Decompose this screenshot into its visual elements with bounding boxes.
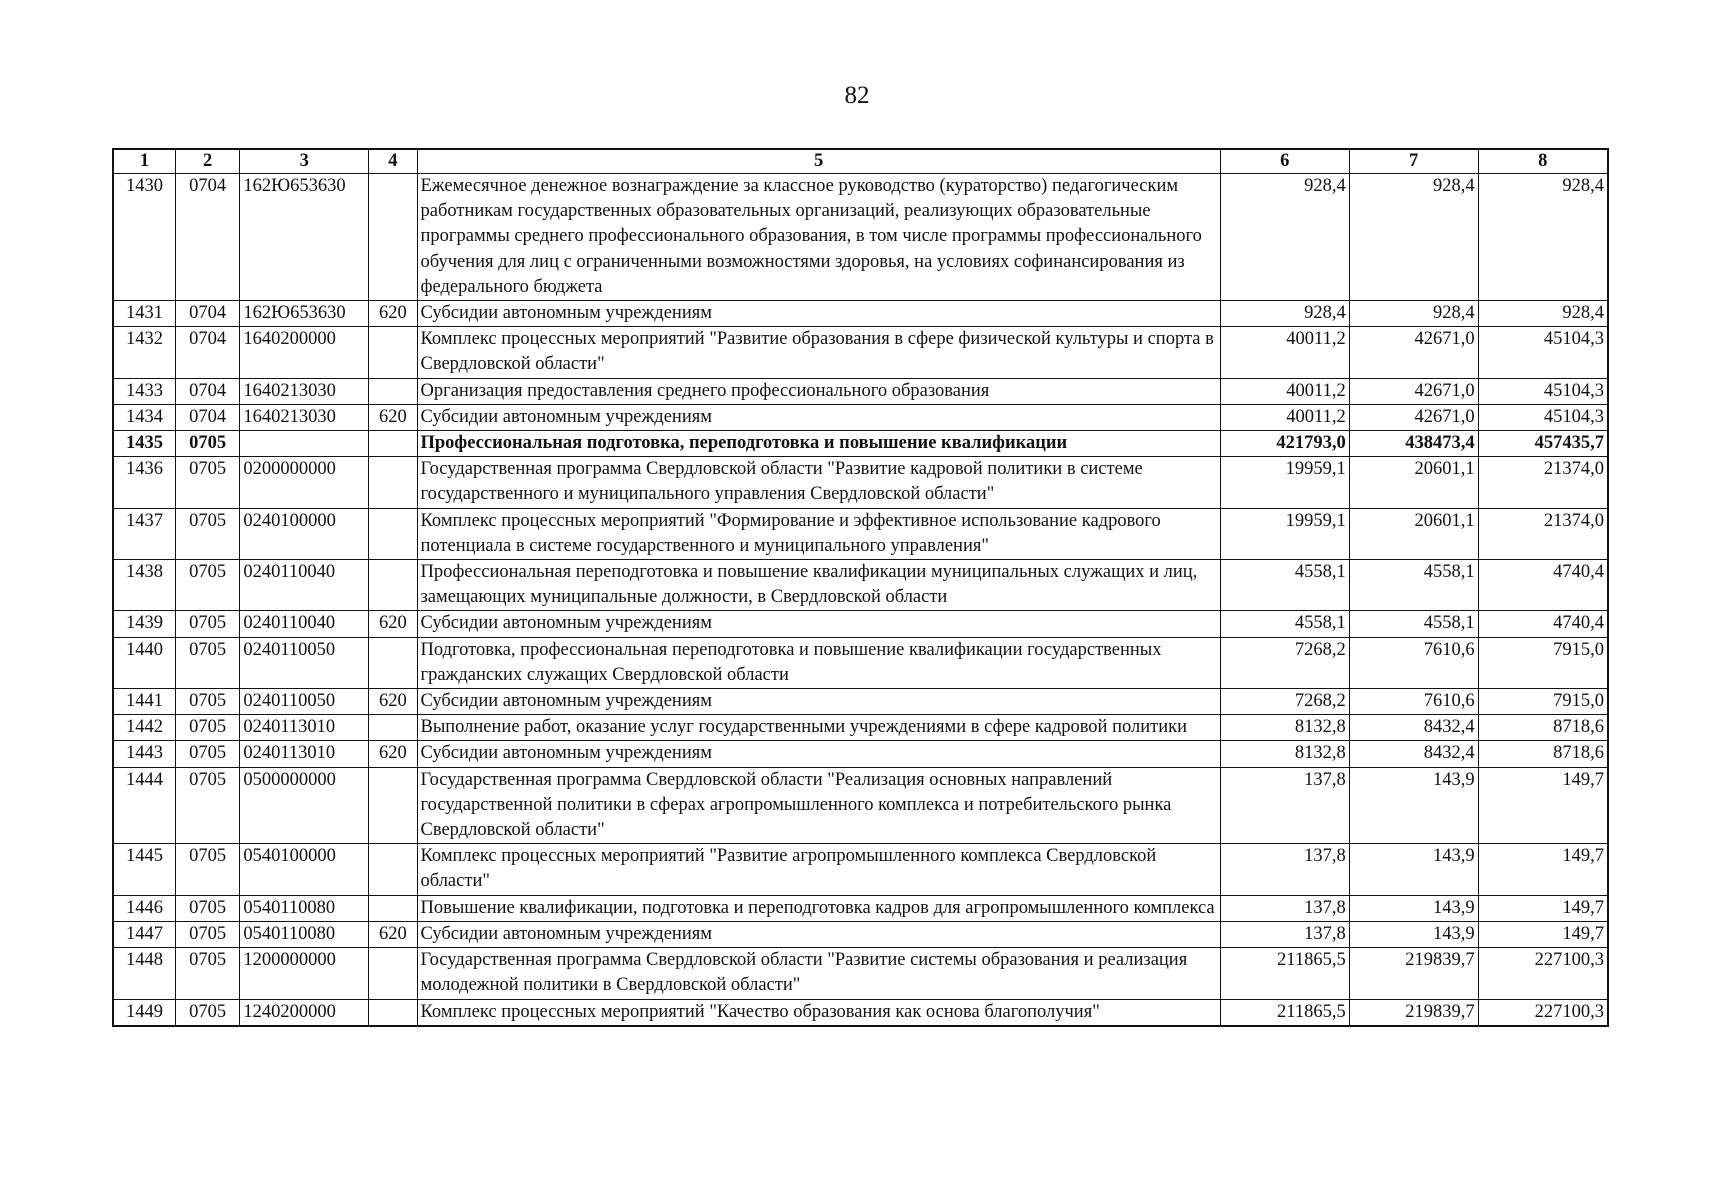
- expense-type-cell: [369, 508, 417, 559]
- section-code-cell: 0705: [175, 689, 239, 715]
- target-article-cell: 0240110040: [240, 560, 369, 611]
- section-code-cell: 0704: [175, 174, 239, 301]
- header-col-1: 1: [113, 149, 175, 174]
- amount-year2-cell: 143,9: [1349, 895, 1478, 921]
- expense-type-cell: [369, 327, 417, 378]
- section-code-cell: 0705: [175, 715, 239, 741]
- description-cell: Профессиональная подготовка, переподготовка и повышение квалификации: [417, 431, 1220, 457]
- amount-year2-cell: 143,9: [1349, 767, 1478, 844]
- description-cell: Субсидии автономным учреждениям: [417, 689, 1220, 715]
- section-code-cell: 0704: [175, 327, 239, 378]
- row-number-cell: 1447: [113, 921, 175, 947]
- target-article-cell: 0240110050: [240, 637, 369, 688]
- header-col-5: 5: [417, 149, 1220, 174]
- row-number-cell: 1437: [113, 508, 175, 559]
- amount-year3-cell: 227100,3: [1478, 948, 1608, 999]
- amount-year1-cell: 4558,1: [1220, 611, 1349, 637]
- amount-year1-cell: 928,4: [1220, 174, 1349, 301]
- target-article-cell: 0540100000: [240, 844, 369, 895]
- description-cell: Организация предоставления среднего профессионального образования: [417, 378, 1220, 404]
- header-row: [113, 149, 1608, 174]
- expense-type-cell: [369, 948, 417, 999]
- amount-year2-cell: 928,4: [1349, 301, 1478, 327]
- section-code-cell: 0705: [175, 921, 239, 947]
- amount-year3-cell: 45104,3: [1478, 404, 1608, 430]
- table-row: [113, 895, 1608, 921]
- expense-type-cell: [369, 999, 417, 1026]
- row-number-cell: 1433: [113, 378, 175, 404]
- amount-year3-cell: 928,4: [1478, 301, 1608, 327]
- row-number-cell: 1442: [113, 715, 175, 741]
- amount-year1-cell: 8132,8: [1220, 715, 1349, 741]
- table-row: [113, 999, 1608, 1026]
- amount-year1-cell: 7268,2: [1220, 689, 1349, 715]
- target-article-cell: 162Ю653630: [240, 301, 369, 327]
- row-number-cell: 1441: [113, 689, 175, 715]
- target-article-cell: 0540110080: [240, 895, 369, 921]
- target-article-cell: 162Ю653630: [240, 174, 369, 301]
- amount-year2-cell: 143,9: [1349, 921, 1478, 947]
- row-number-cell: 1434: [113, 404, 175, 430]
- target-article-cell: 1640213030: [240, 378, 369, 404]
- description-cell: Профессиональная переподготовка и повышение квалификации муниципальных служащих и лиц, замещающих муниципальные должности, в Свердловской области: [417, 560, 1220, 611]
- expense-type-cell: [369, 431, 417, 457]
- amount-year3-cell: 149,7: [1478, 921, 1608, 947]
- target-article-cell: 1200000000: [240, 948, 369, 999]
- section-code-cell: 0705: [175, 431, 239, 457]
- amount-year3-cell: 21374,0: [1478, 508, 1608, 559]
- table-row: [113, 715, 1608, 741]
- row-number-cell: 1431: [113, 301, 175, 327]
- section-code-cell: 0705: [175, 767, 239, 844]
- row-number-cell: 1440: [113, 637, 175, 688]
- section-code-cell: 0705: [175, 611, 239, 637]
- row-number-cell: 1445: [113, 844, 175, 895]
- amount-year2-cell: 928,4: [1349, 174, 1478, 301]
- table-row: [113, 378, 1608, 404]
- amount-year2-cell: 143,9: [1349, 844, 1478, 895]
- expense-type-cell: [369, 767, 417, 844]
- amount-year1-cell: 40011,2: [1220, 378, 1349, 404]
- amount-year3-cell: 4740,4: [1478, 560, 1608, 611]
- amount-year3-cell: 21374,0: [1478, 457, 1608, 508]
- amount-year3-cell: 4740,4: [1478, 611, 1608, 637]
- description-cell: Подготовка, профессиональная переподготовка и повышение квалификации государственных гражданских служащих Свердловской области: [417, 637, 1220, 688]
- description-cell: Комплекс процессных мероприятий "Качество образования как основа благополучия": [417, 999, 1220, 1026]
- section-code-cell: 0705: [175, 457, 239, 508]
- amount-year1-cell: 137,8: [1220, 921, 1349, 947]
- amount-year1-cell: 137,8: [1220, 844, 1349, 895]
- amount-year2-cell: 219839,7: [1349, 999, 1478, 1026]
- table-row: [113, 327, 1608, 378]
- amount-year1-cell: 19959,1: [1220, 457, 1349, 508]
- target-article-cell: 0200000000: [240, 457, 369, 508]
- expense-type-cell: [369, 844, 417, 895]
- expense-type-cell: [369, 457, 417, 508]
- row-number-cell: 1436: [113, 457, 175, 508]
- amount-year1-cell: 4558,1: [1220, 560, 1349, 611]
- description-cell: Субсидии автономным учреждениям: [417, 611, 1220, 637]
- row-number-cell: 1430: [113, 174, 175, 301]
- amount-year3-cell: 7915,0: [1478, 637, 1608, 688]
- row-number-cell: 1443: [113, 741, 175, 767]
- table-row: [113, 637, 1608, 688]
- expense-type-cell: 620: [369, 741, 417, 767]
- amount-year1-cell: 137,8: [1220, 767, 1349, 844]
- row-number-cell: 1435: [113, 431, 175, 457]
- table-row: [113, 174, 1608, 301]
- table-row: [113, 508, 1608, 559]
- amount-year2-cell: 42671,0: [1349, 404, 1478, 430]
- amount-year3-cell: 227100,3: [1478, 999, 1608, 1026]
- target-article-cell: 0240110050: [240, 689, 369, 715]
- description-cell: Субсидии автономным учреждениям: [417, 301, 1220, 327]
- table-row: [113, 611, 1608, 637]
- amount-year1-cell: 7268,2: [1220, 637, 1349, 688]
- target-article-cell: 0240113010: [240, 715, 369, 741]
- target-article-cell: 0540110080: [240, 921, 369, 947]
- amount-year3-cell: 149,7: [1478, 767, 1608, 844]
- section-code-cell: 0705: [175, 741, 239, 767]
- amount-year3-cell: 8718,6: [1478, 715, 1608, 741]
- expense-type-cell: [369, 378, 417, 404]
- description-cell: Выполнение работ, оказание услуг государственными учреждениями в сфере кадровой политики: [417, 715, 1220, 741]
- header-col-7: 7: [1349, 149, 1478, 174]
- amount-year3-cell: 45104,3: [1478, 327, 1608, 378]
- table-row: [113, 948, 1608, 999]
- amount-year1-cell: 40011,2: [1220, 327, 1349, 378]
- expense-type-cell: 620: [369, 689, 417, 715]
- expense-type-cell: [369, 637, 417, 688]
- row-number-cell: 1439: [113, 611, 175, 637]
- table-body: [113, 174, 1608, 1026]
- table-row: [113, 301, 1608, 327]
- target-article-cell: [240, 431, 369, 457]
- amount-year2-cell: 42671,0: [1349, 327, 1478, 378]
- target-article-cell: 0500000000: [240, 767, 369, 844]
- row-number-cell: 1444: [113, 767, 175, 844]
- row-number-cell: 1449: [113, 999, 175, 1026]
- expense-type-cell: 620: [369, 404, 417, 430]
- amount-year1-cell: 211865,5: [1220, 999, 1349, 1026]
- target-article-cell: 1240200000: [240, 999, 369, 1026]
- target-article-cell: 1640213030: [240, 404, 369, 430]
- amount-year2-cell: 20601,1: [1349, 508, 1478, 559]
- amount-year2-cell: 7610,6: [1349, 637, 1478, 688]
- section-code-cell: 0705: [175, 999, 239, 1026]
- description-cell: Субсидии автономным учреждениям: [417, 921, 1220, 947]
- expense-type-cell: 620: [369, 921, 417, 947]
- description-cell: Комплекс процессных мероприятий "Развитие агропромышленного комплекса Свердловской области": [417, 844, 1220, 895]
- amount-year3-cell: 7915,0: [1478, 689, 1608, 715]
- description-cell: Субсидии автономным учреждениям: [417, 404, 1220, 430]
- description-cell: Государственная программа Свердловской области "Развитие кадровой политики в системе государственного и муниципального управления Свердловской области": [417, 457, 1220, 508]
- table-row: [113, 767, 1608, 844]
- expense-type-cell: [369, 560, 417, 611]
- row-number-cell: 1446: [113, 895, 175, 921]
- target-article-cell: 0240100000: [240, 508, 369, 559]
- section-code-cell: 0704: [175, 378, 239, 404]
- header-col-4: 4: [369, 149, 417, 174]
- table-row: [113, 921, 1608, 947]
- table-row: [113, 404, 1608, 430]
- amount-year1-cell: 137,8: [1220, 895, 1349, 921]
- amount-year2-cell: 438473,4: [1349, 431, 1478, 457]
- section-code-cell: 0705: [175, 508, 239, 559]
- table-row: [113, 457, 1608, 508]
- header-col-2: 2: [175, 149, 239, 174]
- amount-year2-cell: 219839,7: [1349, 948, 1478, 999]
- amount-year3-cell: 928,4: [1478, 174, 1608, 301]
- amount-year2-cell: 8432,4: [1349, 715, 1478, 741]
- expense-type-cell: [369, 895, 417, 921]
- expense-type-cell: 620: [369, 301, 417, 327]
- amount-year2-cell: 42671,0: [1349, 378, 1478, 404]
- table-row: [113, 689, 1608, 715]
- expense-type-cell: [369, 174, 417, 301]
- table-row: [113, 741, 1608, 767]
- section-code-cell: 0705: [175, 948, 239, 999]
- row-number-cell: 1448: [113, 948, 175, 999]
- section-code-cell: 0704: [175, 301, 239, 327]
- amount-year2-cell: 4558,1: [1349, 611, 1478, 637]
- amount-year2-cell: 4558,1: [1349, 560, 1478, 611]
- amount-year1-cell: 40011,2: [1220, 404, 1349, 430]
- section-code-cell: 0705: [175, 637, 239, 688]
- page-number: 82: [844, 82, 870, 109]
- description-cell: Комплекс процессных мероприятий "Формирование и эффективное использование кадрового потенциала в системе государственного и муниципального управления": [417, 508, 1220, 559]
- description-cell: Государственная программа Свердловской области "Развитие системы образования и реализация молодежной политики в Свердловской области": [417, 948, 1220, 999]
- amount-year3-cell: 8718,6: [1478, 741, 1608, 767]
- amount-year3-cell: 457435,7: [1478, 431, 1608, 457]
- header-col-3: 3: [240, 149, 369, 174]
- amount-year1-cell: 928,4: [1220, 301, 1349, 327]
- amount-year1-cell: 421793,0: [1220, 431, 1349, 457]
- row-number-cell: 1432: [113, 327, 175, 378]
- table-row: [113, 431, 1608, 457]
- amount-year2-cell: 8432,4: [1349, 741, 1478, 767]
- amount-year3-cell: 149,7: [1478, 844, 1608, 895]
- amount-year3-cell: 45104,3: [1478, 378, 1608, 404]
- section-code-cell: 0705: [175, 844, 239, 895]
- expense-type-cell: [369, 715, 417, 741]
- amount-year1-cell: 211865,5: [1220, 948, 1349, 999]
- description-cell: Повышение квалификации, подготовка и переподготовка кадров для агропромышленного комплекса: [417, 895, 1220, 921]
- expense-type-cell: 620: [369, 611, 417, 637]
- target-article-cell: 0240110040: [240, 611, 369, 637]
- description-cell: Субсидии автономным учреждениям: [417, 741, 1220, 767]
- section-code-cell: 0705: [175, 560, 239, 611]
- row-number-cell: 1438: [113, 560, 175, 611]
- amount-year3-cell: 149,7: [1478, 895, 1608, 921]
- amount-year2-cell: 7610,6: [1349, 689, 1478, 715]
- description-cell: Комплекс процессных мероприятий "Развитие образования в сфере физической культуры и спорта в Свердловской области": [417, 327, 1220, 378]
- description-cell: Ежемесячное денежное вознаграждение за классное руководство (кураторство) педагогическим работникам государственных образовательных организаций, реализующих образовательные программы среднего профессионального образования, в том числе программы профессионального обучения для лиц с ограниченными возможностями здоровья, на условиях софинансирования из федерального бюджета: [417, 174, 1220, 301]
- amount-year2-cell: 20601,1: [1349, 457, 1478, 508]
- description-cell: Государственная программа Свердловской области "Реализация основных направлений государственной политики в сферах агропромышленного комплекса и потребительского рынка Свердловской области": [417, 767, 1220, 844]
- target-article-cell: 1640200000: [240, 327, 369, 378]
- section-code-cell: 0704: [175, 404, 239, 430]
- amount-year1-cell: 19959,1: [1220, 508, 1349, 559]
- table-row: [113, 560, 1608, 611]
- amount-year1-cell: 8132,8: [1220, 741, 1349, 767]
- header-col-8: 8: [1478, 149, 1608, 174]
- section-code-cell: 0705: [175, 895, 239, 921]
- header-col-6: 6: [1220, 149, 1349, 174]
- budget-table: [112, 148, 1609, 1027]
- target-article-cell: 0240113010: [240, 741, 369, 767]
- table-row: [113, 844, 1608, 895]
